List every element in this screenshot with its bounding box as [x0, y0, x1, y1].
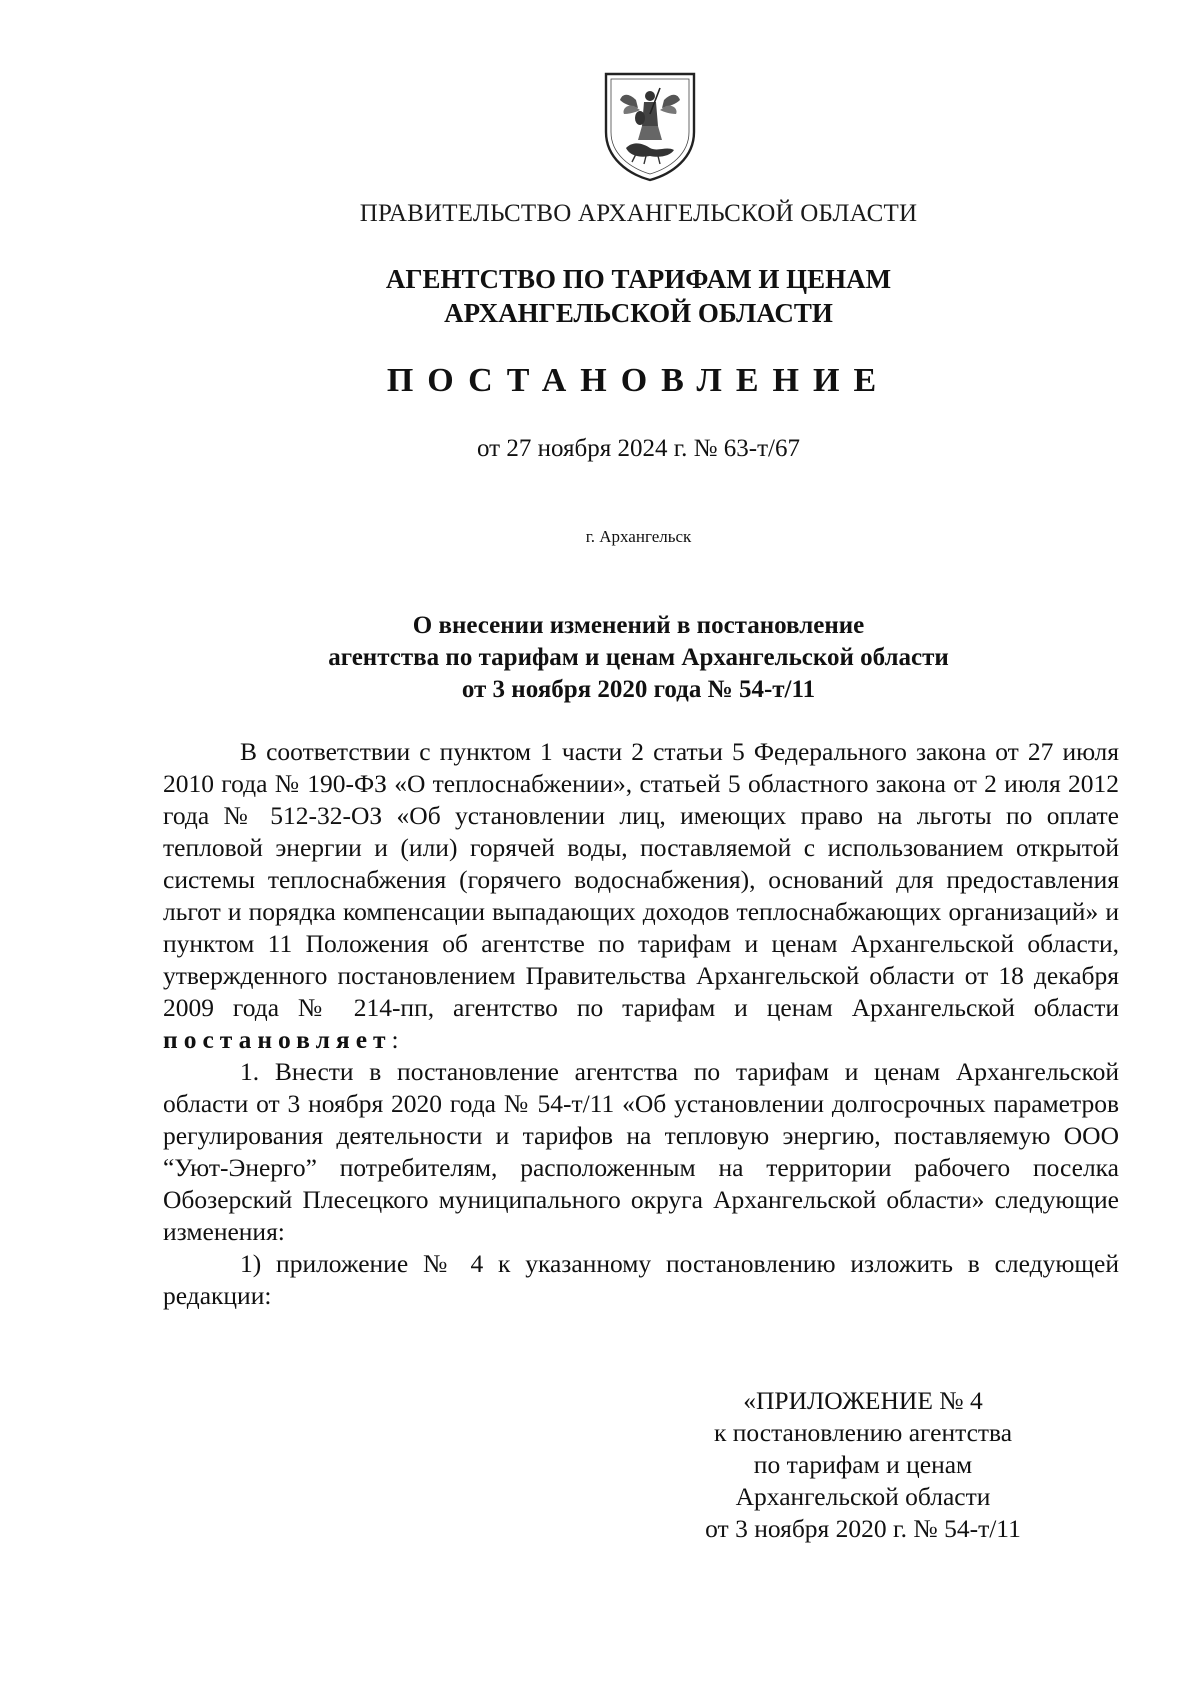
preamble-paragraph — [163, 736, 1119, 1056]
appendix-line-1: «ПРИЛОЖЕНИЕ № 4 — [743, 1386, 983, 1415]
agency-title — [0, 262, 1200, 330]
appendix-line-3: по тарифам и ценам — [753, 1450, 973, 1479]
subject-line-1: О внесении изменений в постановление — [412, 612, 865, 639]
clause-1-paragraph: 1. Внести в постановление агентства по тарифам и ценам Архангельской области от 3 ноября 2020 года № 54-т/11 «Об установлении долгосрочных параметров регулирования деятельности и тарифов на тепловую энергию, поставляемую ООО “Уют-Энерго” потребителям, расположенным на территории рабочего поселка Обозерский Плесецкого муниципального округа Архангельской области» следующие изменения: — [163, 1057, 1119, 1246]
appendix-line-4: Архангельской области — [735, 1482, 991, 1511]
decree-subject — [0, 610, 1200, 706]
decree-date-number: от 27 ноября 2024 г. № 63-т/67 — [477, 435, 800, 462]
subject-line-2: агентства по тарифам и ценам Архангельской области — [328, 644, 949, 671]
preamble-end: : — [391, 1025, 399, 1054]
appendix-line-5: от 3 ноября 2020 г. № 54-т/11 — [705, 1514, 1021, 1543]
government-title: ПРАВИТЕЛЬСТВО АРХАНГЕЛЬСКОЙ ОБЛАСТИ — [359, 200, 918, 227]
resolves-keyword: постановляет — [163, 1025, 392, 1054]
preamble-text: В соответствии с пунктом 1 части 2 статьи 5 Федерального закона от 27 июля 2010 года № 190-ФЗ «О теплоснабжении», статьей 5 областного закона от 2 июля 2012 года № 512-32-ОЗ «Об установлении лиц, имеющих право на льготы по оплате тепловой энергии и (или) горячей воды, поставляемой с использованием открытой системы теплоснабжения (горячего водоснабжения), оснований для предоставления льгот и порядка компенсации выпадающих доходов теплоснабжающих организаций» и пунктом 11 Положения об агентстве по тарифам и ценам Архангельской области, утвержденного постановлением Правительства Архангельской области от 18 декабря 2009 года № 214-пп, агентство по тарифам и ценам Архангельской области — [163, 737, 1119, 1022]
decree-body — [163, 736, 1119, 1312]
agency-title-line-1: АГЕНТСТВО ПО ТАРИФАМ И ЦЕНАМ — [385, 264, 892, 294]
agency-title-line-2: АРХАНГЕЛЬСКОЙ ОБЛАСТИ — [444, 298, 833, 328]
city-label: г. Архангельск — [585, 527, 692, 546]
subclause-1-paragraph: 1) приложение № 4 к указанному постановлению изложить в следующей редакции: — [163, 1249, 1119, 1310]
appendix-line-2: к постановлению агентства — [713, 1418, 1013, 1447]
subject-line-3: от 3 ноября 2020 года № 54-т/11 — [461, 676, 816, 703]
appendix-header — [663, 1385, 1063, 1545]
coat-of-arms-icon — [600, 70, 700, 182]
document-type-heading: ПОСТАНОВЛЕНИЕ — [386, 362, 891, 399]
